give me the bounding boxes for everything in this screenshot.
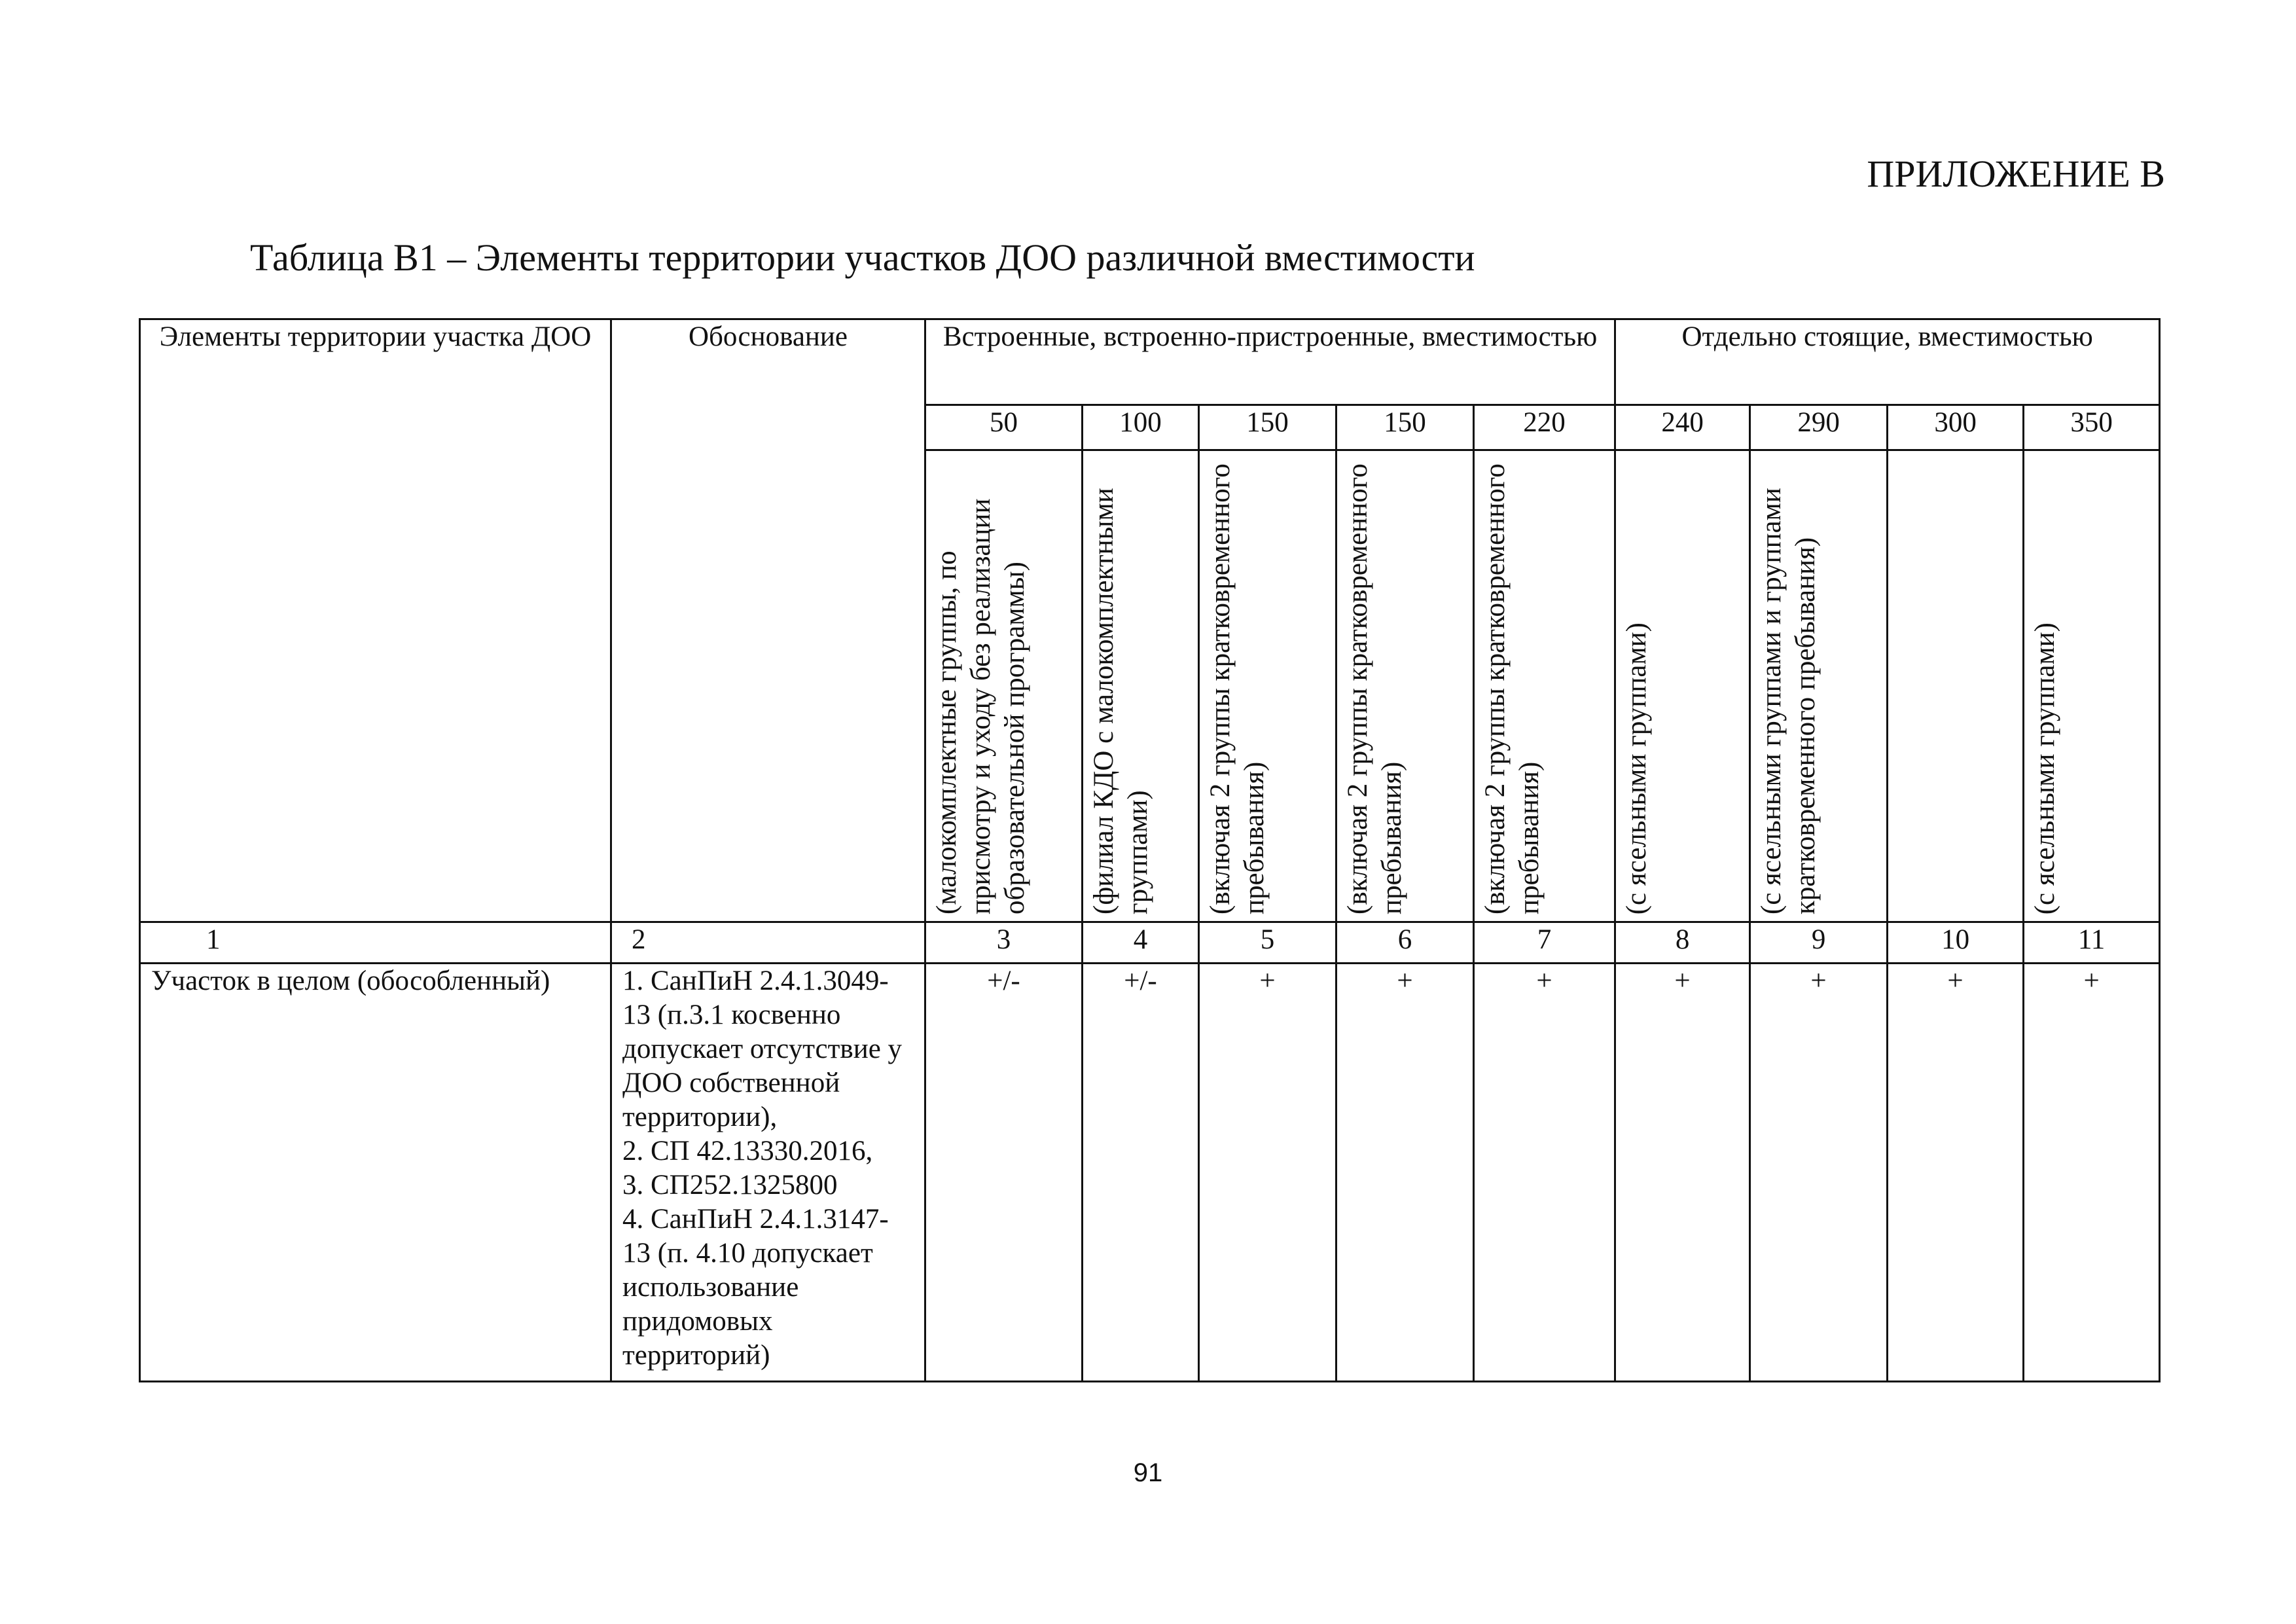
column-number: 7 [1474,922,1615,964]
column-number: 3 [925,922,1083,964]
note-cell [1083,450,1199,922]
capacity-cell: 100 [1083,405,1199,450]
capacity-cell: 350 [2024,405,2160,450]
mark-cell: + [2024,964,2160,1382]
note-cell [925,450,1083,922]
note-cell [2024,450,2160,922]
capacity-cell: 220 [1474,405,1615,450]
note-cell [1615,450,1750,922]
capacity-cell: 290 [1750,405,1888,450]
territory-elements-table [139,318,2161,1382]
header-group-standalone: Отдельно стоящие, вместимостью [1615,319,2160,405]
capacity-cell: 300 [1888,405,2024,450]
mark-cell: +/- [925,964,1083,1382]
mark-cell: + [1615,964,1750,1382]
mark-cell: + [1750,964,1888,1382]
column-number: 6 [1336,922,1474,964]
capacity-cell: 150 [1199,405,1336,450]
column-number: 10 [1888,922,2024,964]
vertical-note: (с ясельными группами) [2030,622,2061,914]
mark-cell: + [1199,964,1336,1382]
capacity-cell: 150 [1336,405,1474,450]
column-number: 4 [1083,922,1199,964]
column-number: 8 [1615,922,1750,964]
column-number: 9 [1750,922,1888,964]
mark-cell: + [1336,964,1474,1382]
column-number: 5 [1199,922,1336,964]
mark-cell: + [1474,964,1615,1382]
vertical-note: (малокомплектные группы, по присмотру и уходу без реализации образовательной программы) [931,498,1030,914]
vertical-note: (включая 2 группы кратковременного пребывания) [1480,463,1545,914]
page-number: 91 [1133,1458,1163,1487]
vertical-note: (включая 2 группы кратковременного пребывания) [1205,463,1270,914]
header-group-builtin: Встроенные, встроенно-пристроенные, вместимостью [925,319,1615,405]
column-number: 11 [2024,922,2160,964]
capacity-cell: 50 [925,405,1083,450]
note-cell [1474,450,1615,922]
note-cell [1199,450,1336,922]
column-number: 1 [140,922,611,964]
column-number: 2 [611,922,925,964]
vertical-note: (филиал КДО с малокомплектными группами) [1088,488,1153,914]
mark-cell: + [1888,964,2024,1382]
header-elements: Элементы территории участка ДОО [140,319,611,922]
note-cell [1750,450,1888,922]
vertical-note: (с ясельными группами и группами кратковременного пребывания) [1756,488,1821,914]
vertical-note: (включая 2 группы кратковременного пребывания) [1342,463,1407,914]
note-cell [1888,450,2024,922]
table-row [140,964,2160,1382]
header-basis: Обоснование [611,319,925,922]
element-name: Участок в целом (обособленный) [140,964,611,1382]
vertical-note: (с ясельными группами) [1621,622,1653,914]
note-cell [1336,450,1474,922]
column-number-row [140,922,2160,964]
appendix-title: ПРИЛОЖЕНИЕ В [1867,153,2165,195]
mark-cell: +/- [1083,964,1199,1382]
capacity-cell: 240 [1615,405,1750,450]
table-caption: Таблица В1 – Элементы территории участков ДОО различной вместимости [250,236,1475,279]
basis-text: 1. СанПиН 2.4.1.3049-13 (п.3.1 косвенно допускает отсутствие у ДОО собственной территории), 2. СП 42.13330.2016, 3. СП252.1325800 4. СанПиН 2.4.1.3147-13 (п. 4.10 допускает использование придомовых территорий) [611,964,925,1382]
